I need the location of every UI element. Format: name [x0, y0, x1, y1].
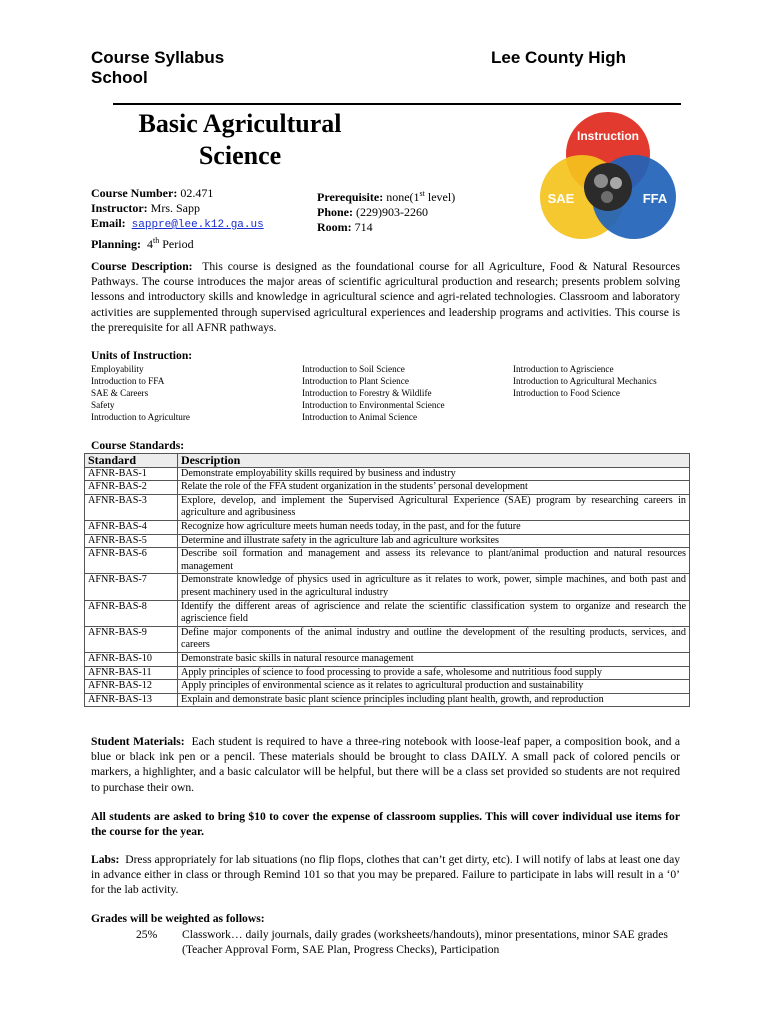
school-name: Lee County High: [491, 48, 627, 67]
grades-heading: Grades will be weighted as follows:: [91, 912, 265, 925]
standard-code: AFNR-BAS-5: [85, 534, 178, 548]
standard-code: AFNR-BAS-11: [85, 666, 178, 680]
table-row: [85, 574, 690, 600]
column-header-standard: Standard: [85, 454, 178, 468]
unit-item: Introduction to Food Science: [513, 388, 620, 398]
header-rule: [113, 103, 681, 105]
standard-code: AFNR-BAS-7: [85, 574, 178, 600]
standard-description: Demonstrate basic skills in natural resource management: [178, 652, 690, 666]
center-photo: [584, 163, 632, 211]
unit-item: Introduction to Agricultural Mechanics: [513, 376, 657, 386]
table-row: [85, 481, 690, 495]
standard-code: AFNR-BAS-1: [85, 467, 178, 481]
standard-description: Identify the different areas of agriscience and relate the scientific classification system to organize and research the agriscience field: [178, 600, 690, 626]
course-description: [91, 259, 680, 335]
phone-number: (229)903-2260: [356, 205, 428, 219]
table-row: [85, 680, 690, 694]
supply-fee-notice: All students are asked to bring $10 to cover the expense of classroom supplies. This will cover individual use items for the course for the year.: [91, 810, 680, 839]
standards-heading: Course Standards:: [91, 439, 185, 452]
venn-right-label: FFA: [642, 191, 668, 206]
table-row: [85, 548, 690, 574]
units-column-2: [302, 363, 502, 423]
standard-description: Demonstrate knowledge of physics used in agriculture as it relates to work, power, simple machines, and both past and present machinery used in the agricultural industry: [178, 574, 690, 600]
table-row: [85, 666, 690, 680]
unit-item: SAE & Careers: [91, 388, 149, 398]
ag-education-venn-logo: [537, 107, 679, 249]
standard-code: AFNR-BAS-4: [85, 520, 178, 534]
standard-description: Relate the role of the FFA student organization in the students’ personal development: [178, 481, 690, 495]
student-materials-label: Student Materials:: [91, 735, 185, 748]
course-number: 02.471: [180, 186, 214, 200]
school-word: School: [91, 68, 148, 87]
table-row: [85, 600, 690, 626]
planning-row: Planning: 4th Period: [91, 236, 194, 251]
phone-row: Phone: (229)903-2260: [317, 205, 428, 219]
table-row: [85, 652, 690, 666]
standard-code: AFNR-BAS-2: [85, 481, 178, 495]
venn-left-label: SAE: [547, 191, 575, 206]
standard-code: AFNR-BAS-13: [85, 693, 178, 707]
unit-item: Introduction to Agriscience: [513, 364, 614, 374]
info-right: [317, 186, 455, 235]
info-left: [91, 186, 264, 252]
table-row: [85, 494, 690, 520]
standard-description: Define major components of the animal industry and outline the development of the resulting products, services, and careers: [178, 626, 690, 652]
venn-top-label: Instruction: [577, 129, 639, 143]
unit-item: Employability: [91, 364, 144, 374]
table-header-row: [85, 454, 690, 468]
standard-description: Apply principles of science to food processing to provide a safe, wholesome and nutritious food supply: [178, 666, 690, 680]
table-row: [85, 534, 690, 548]
units-column-1: [91, 363, 291, 423]
standard-code: AFNR-BAS-9: [85, 626, 178, 652]
labs-section: [91, 852, 680, 898]
column-header-description: Description: [178, 454, 690, 468]
course-number-row: Course Number: 02.471: [91, 186, 214, 200]
doc-type-label: Course Syllabus: [91, 48, 225, 67]
course-title: [110, 108, 370, 172]
instructor-name: Mrs. Sapp: [150, 201, 200, 215]
standard-code: AFNR-BAS-8: [85, 600, 178, 626]
grade-weight-percent: 25%: [136, 928, 158, 941]
room-row: Room: 714: [317, 220, 373, 234]
standard-code: AFNR-BAS-10: [85, 652, 178, 666]
unit-item: Safety: [91, 400, 115, 410]
standard-description: Apply principles of environmental science as it relates to agricultural production and sustainability: [178, 680, 690, 694]
standard-description: Describe soil formation and management and assess its relevance to plant/animal production and natural resources management: [178, 548, 690, 574]
venn-diagram-icon: [537, 107, 679, 249]
course-title-line2: Science: [198, 141, 282, 170]
standard-description: Determine and illustrate safety in the agriculture lab and agriculture worksites: [178, 534, 690, 548]
unit-item: Introduction to Plant Science: [302, 376, 409, 386]
standards-table: [84, 453, 690, 707]
email-link[interactable]: sappre@lee.k12.ga.us: [131, 219, 264, 231]
course-description-text: This course is designed as the foundational course for all Agriculture, Food & Natural Resources Pathways. The course introduces the major areas of scientific agricultural production and research; presents problem solving lessons and introductory skills and knowledge in agricultural science and agri-related technologies. Classroom and laboratory activities are supplemented through supervised agricultural experiences and leadership programs and activities. This course is the prerequisite for all AFNR pathways.: [91, 260, 680, 334]
unit-item: Introduction to Animal Science: [302, 412, 418, 422]
grade-weight-description: Classwork… daily journals, daily grades (worksheets/handouts), minor presentations, minor SAE grades (Teacher Approval Form, SAE Plan, Progress Checks), Participation: [182, 928, 668, 957]
student-materials: [91, 734, 680, 795]
standard-description: Demonstrate employability skills required by business and industry: [178, 467, 690, 481]
unit-item: Introduction to Environmental Science: [302, 400, 445, 410]
course-title-line1: Basic Agricultural: [138, 109, 342, 138]
table-row: [85, 520, 690, 534]
room-number: 714: [354, 220, 373, 234]
units-column-3: [513, 363, 713, 399]
table-row: [85, 693, 690, 707]
standard-description: Explore, develop, and implement the Supervised Agricultural Experience (SAE) program by researching careers in agriculture and agribusiness: [178, 494, 690, 520]
unit-item: Introduction to FFA: [91, 376, 165, 386]
standard-code: AFNR-BAS-6: [85, 548, 178, 574]
email-row: Email: sappre@lee.k12.ga.us: [91, 216, 264, 231]
prerequisite-row: Prerequisite: none(1st level): [317, 189, 456, 204]
standard-code: AFNR-BAS-12: [85, 680, 178, 694]
header-left: [91, 48, 224, 88]
standard-code: AFNR-BAS-3: [85, 494, 178, 520]
instructor-row: Instructor: Mrs. Sapp: [91, 201, 200, 215]
labs-text: Dress appropriately for lab situations (no flip flops, clothes that can’t get dirty, etc). I will notify of labs at least one day in advance either in class or through Remind 101 so that you may be prepared. Failure to participate in labs will result in a ‘0’ for the lab activity.: [91, 853, 681, 897]
labs-label: Labs:: [91, 853, 120, 866]
units-heading: Units of Instruction:: [91, 349, 193, 362]
table-row: [85, 467, 690, 481]
standard-description: Recognize how agriculture meets human needs today, in the past, and for the future: [178, 520, 690, 534]
standard-description: Explain and demonstrate basic plant science principles including plant health, growth, and reproduction: [178, 693, 690, 707]
unit-item: Introduction to Soil Science: [302, 364, 405, 374]
course-description-label: Course Description:: [91, 260, 193, 273]
table-row: [85, 626, 690, 652]
student-materials-text: Each student is required to have a three-ring notebook with loose-leaf paper, a composition book, and a blue or black ink pen or a pencil. These materials should be brought to class DAILY. A small pack of colored pencils or markers, a highlighter, and a basic calculator will be helpful, but there will be a class set provided so students are not required to purchase their own.: [91, 735, 681, 794]
unit-item: Introduction to Agriculture: [91, 412, 190, 422]
unit-item: Introduction to Forestry & Wildlife: [302, 388, 432, 398]
